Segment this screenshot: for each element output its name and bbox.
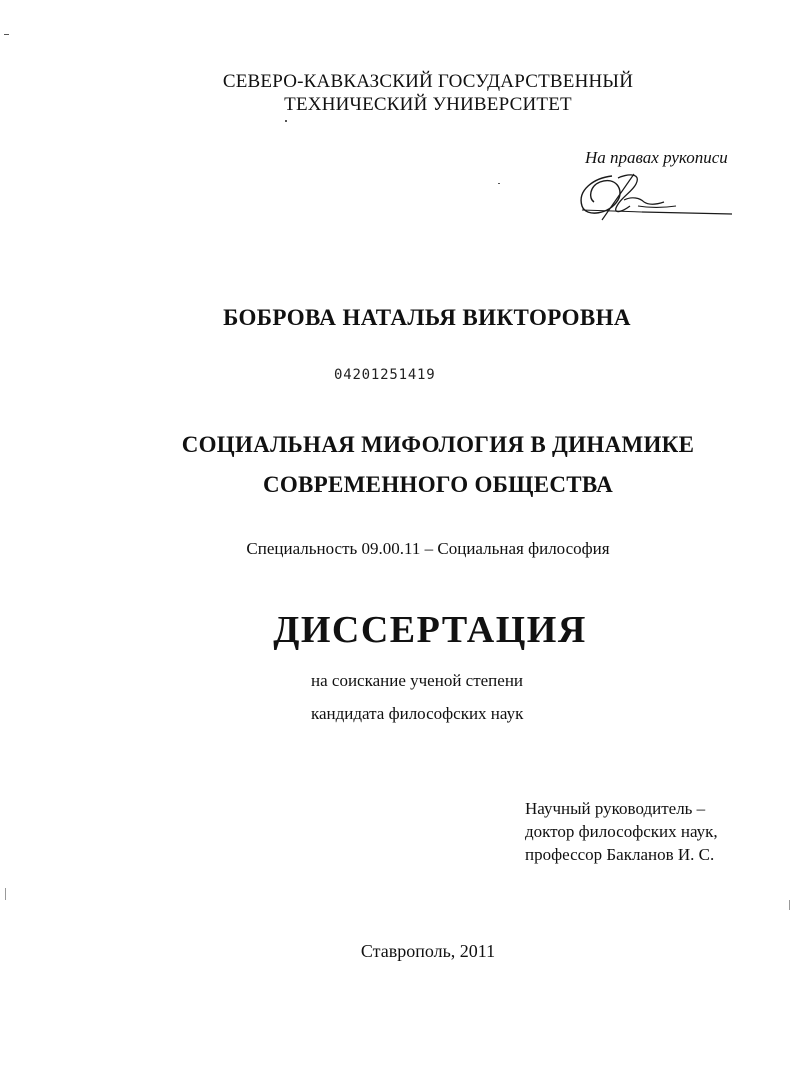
manuscript-note: На правах рукописи (585, 148, 728, 167)
supervisor-line-3: профессор Бакланов И. С. (525, 845, 715, 864)
city-year: Ставрополь, 2011 (360, 941, 496, 961)
degree-line-2: кандидата философских наук (311, 704, 524, 723)
author-name: БОБРОВА НАТАЛЬЯ ВИКТОРОВНА (223, 305, 631, 330)
supervisor-line-1: Научный руководитель – (525, 799, 706, 818)
supervisor-block (525, 797, 718, 866)
university-line-1: СЕВЕРО-КАВКАЗСКИЙ ГОСУДАРСТВЕННЫЙ (222, 71, 634, 92)
scan-speck (285, 120, 287, 122)
thesis-title (40, 425, 796, 505)
scan-speck (498, 183, 500, 184)
university-line-2: ТЕХНИЧЕСКИЙ УНИВЕРСИТЕТ (284, 94, 572, 115)
thesis-title-line-1: СОЦИАЛЬНАЯ МИФОЛОГИЯ В ДИНАМИКЕ (181, 432, 695, 457)
degree-line-1: на соискание ученой степени (311, 671, 524, 690)
thesis-title-line-2: СОВРЕМЕННОГО ОБЩЕСТВА (262, 472, 614, 497)
record-number-stamp: 04201251419 (334, 367, 436, 383)
scan-speck (789, 900, 790, 910)
supervisor-line-2: доктор философских наук, (525, 822, 718, 841)
document-type: ДИССЕРТАЦИЯ (273, 609, 587, 651)
scan-speck (4, 34, 9, 35)
university-name (30, 70, 796, 116)
scan-speck (5, 888, 6, 900)
specialty-line: Специальность 09.00.11 – Социальная философия (246, 539, 610, 558)
signature-image (572, 168, 737, 228)
